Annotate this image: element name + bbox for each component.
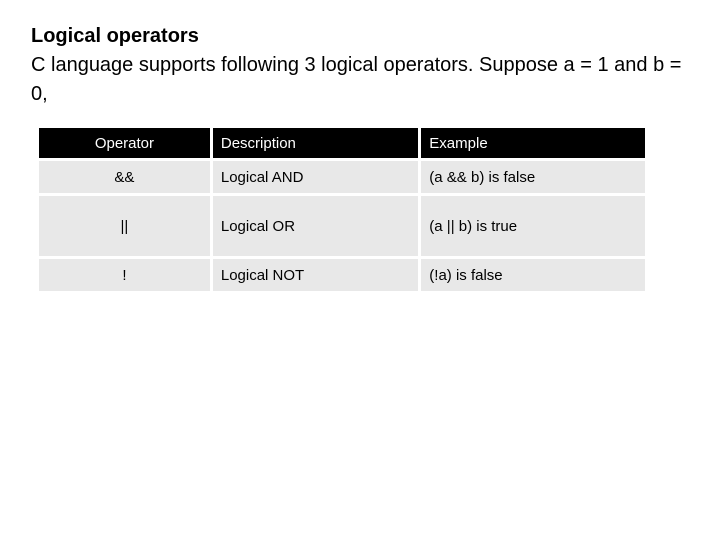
slide-title: Logical operators <box>31 25 199 47</box>
operator-cell: || <box>39 196 210 256</box>
example-cell: (!a) is false <box>421 259 645 291</box>
table-header-row <box>39 128 645 158</box>
header-example: Example <box>421 128 645 158</box>
header-operator: Operator <box>39 128 210 158</box>
intro-text: C language supports following 3 logical operators. Suppose a = 1 and b = 0, <box>31 54 682 105</box>
example-cell: (a || b) is true <box>421 196 645 256</box>
operator-cell: && <box>39 161 210 193</box>
description-cell: Logical AND <box>213 161 418 193</box>
description-cell: Logical OR <box>213 196 418 256</box>
logical-operators-table <box>36 125 648 294</box>
header-description: Description <box>213 128 418 158</box>
slide-text <box>31 22 691 109</box>
table-row <box>39 196 645 256</box>
example-cell: (a && b) is false <box>421 161 645 193</box>
table-row <box>39 161 645 193</box>
table-row <box>39 259 645 291</box>
description-cell: Logical NOT <box>213 259 418 291</box>
operator-cell: ! <box>39 259 210 291</box>
